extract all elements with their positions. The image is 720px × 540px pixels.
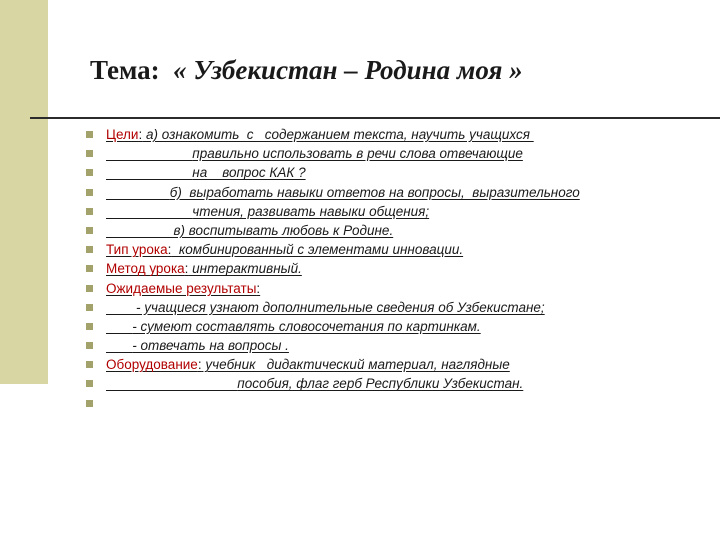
list-item [86, 240, 706, 259]
indent-underline [106, 300, 136, 315]
square-bullet-icon [86, 361, 93, 368]
title-label: Тема: [90, 55, 160, 85]
item-body: интерактивный. [188, 261, 302, 277]
item-body: правильно использовать в речи слова отвечающие [192, 146, 523, 162]
slide-title [90, 55, 523, 86]
list-item-text [106, 336, 289, 355]
heading-colon: : [184, 261, 189, 277]
list-item-text [106, 240, 463, 259]
list-item-text [106, 125, 534, 144]
item-body: пособия, флаг герб Республики Узбекистан. [237, 376, 524, 392]
list-item [86, 394, 706, 413]
list-item-text [106, 259, 302, 278]
square-bullet-icon [86, 169, 93, 176]
section-heading: Оборудование [106, 357, 198, 373]
section-heading: Метод урока [106, 261, 185, 277]
section-heading: Тип урока [106, 242, 168, 258]
indent-underline [106, 338, 132, 353]
item-body: - сумеют составлять словосочетания по картинкам. [132, 318, 481, 334]
section-heading: Ожидаемые результаты [106, 280, 257, 296]
list-item [86, 336, 706, 355]
indent-underline [106, 223, 174, 238]
list-item-text [106, 183, 580, 202]
square-bullet-icon [86, 189, 93, 196]
list-item [86, 202, 706, 221]
list-item [86, 355, 706, 374]
item-body: - учащиеся узнают дополнительные сведения об Узбекистане; [136, 299, 545, 315]
heading-colon: : [256, 280, 261, 296]
item-body: в) воспитывать любовь к Родине. [173, 222, 394, 238]
square-bullet-icon [86, 150, 93, 157]
square-bullet-icon [86, 208, 93, 215]
list-item-text [106, 298, 545, 317]
list-item [86, 259, 706, 278]
list-item-text [106, 221, 393, 240]
item-body: б) выработать навыки ответов на вопросы, выразительного [169, 184, 580, 200]
side-accent-band [0, 0, 48, 384]
heading-colon: : [197, 357, 202, 373]
title-divider [30, 117, 720, 119]
square-bullet-icon [86, 400, 93, 407]
square-bullet-icon [86, 265, 93, 272]
item-body: чтения, развивать навыки общения; [192, 203, 430, 219]
square-bullet-icon [86, 227, 93, 234]
item-body: - отвечать на вопросы . [132, 338, 289, 354]
square-bullet-icon [86, 131, 93, 138]
section-heading: Цели [106, 127, 139, 142]
list-item [86, 298, 706, 317]
indent-underline [106, 165, 192, 180]
list-item-text [106, 202, 429, 221]
square-bullet-icon [86, 342, 93, 349]
square-bullet-icon [86, 285, 93, 292]
list-item-text [106, 374, 523, 393]
bullet-list [86, 125, 706, 413]
square-bullet-icon [86, 323, 93, 330]
list-item-text [106, 355, 510, 374]
square-bullet-icon [86, 246, 93, 253]
item-body: на вопрос КАК ? [192, 165, 306, 181]
item-body: а) ознакомить с содержанием текста, научить учащихся [142, 127, 534, 142]
list-item [86, 183, 706, 202]
list-item [86, 374, 706, 393]
title-topic: « Узбекистан – Родина моя » [173, 55, 523, 85]
heading-colon: : [167, 242, 172, 258]
indent-underline [106, 146, 192, 161]
square-bullet-icon [86, 304, 93, 311]
list-item [86, 144, 706, 163]
indent-underline [106, 376, 237, 391]
item-body: учебник дидактический материал, наглядные [201, 357, 510, 373]
indent-underline [106, 319, 132, 334]
indent-underline [106, 204, 192, 219]
list-item [86, 279, 706, 298]
list-item [86, 317, 706, 336]
heading-colon: : [138, 127, 143, 142]
list-item-text [106, 144, 523, 163]
list-item-text [106, 279, 260, 298]
list-item-text [106, 163, 306, 182]
square-bullet-icon [86, 380, 93, 387]
item-body: комбинированный с элементами инновации. [171, 242, 464, 258]
indent-underline [106, 185, 170, 200]
list-item [86, 125, 706, 144]
list-item-text [106, 317, 481, 336]
list-item [86, 163, 706, 182]
list-item [86, 221, 706, 240]
